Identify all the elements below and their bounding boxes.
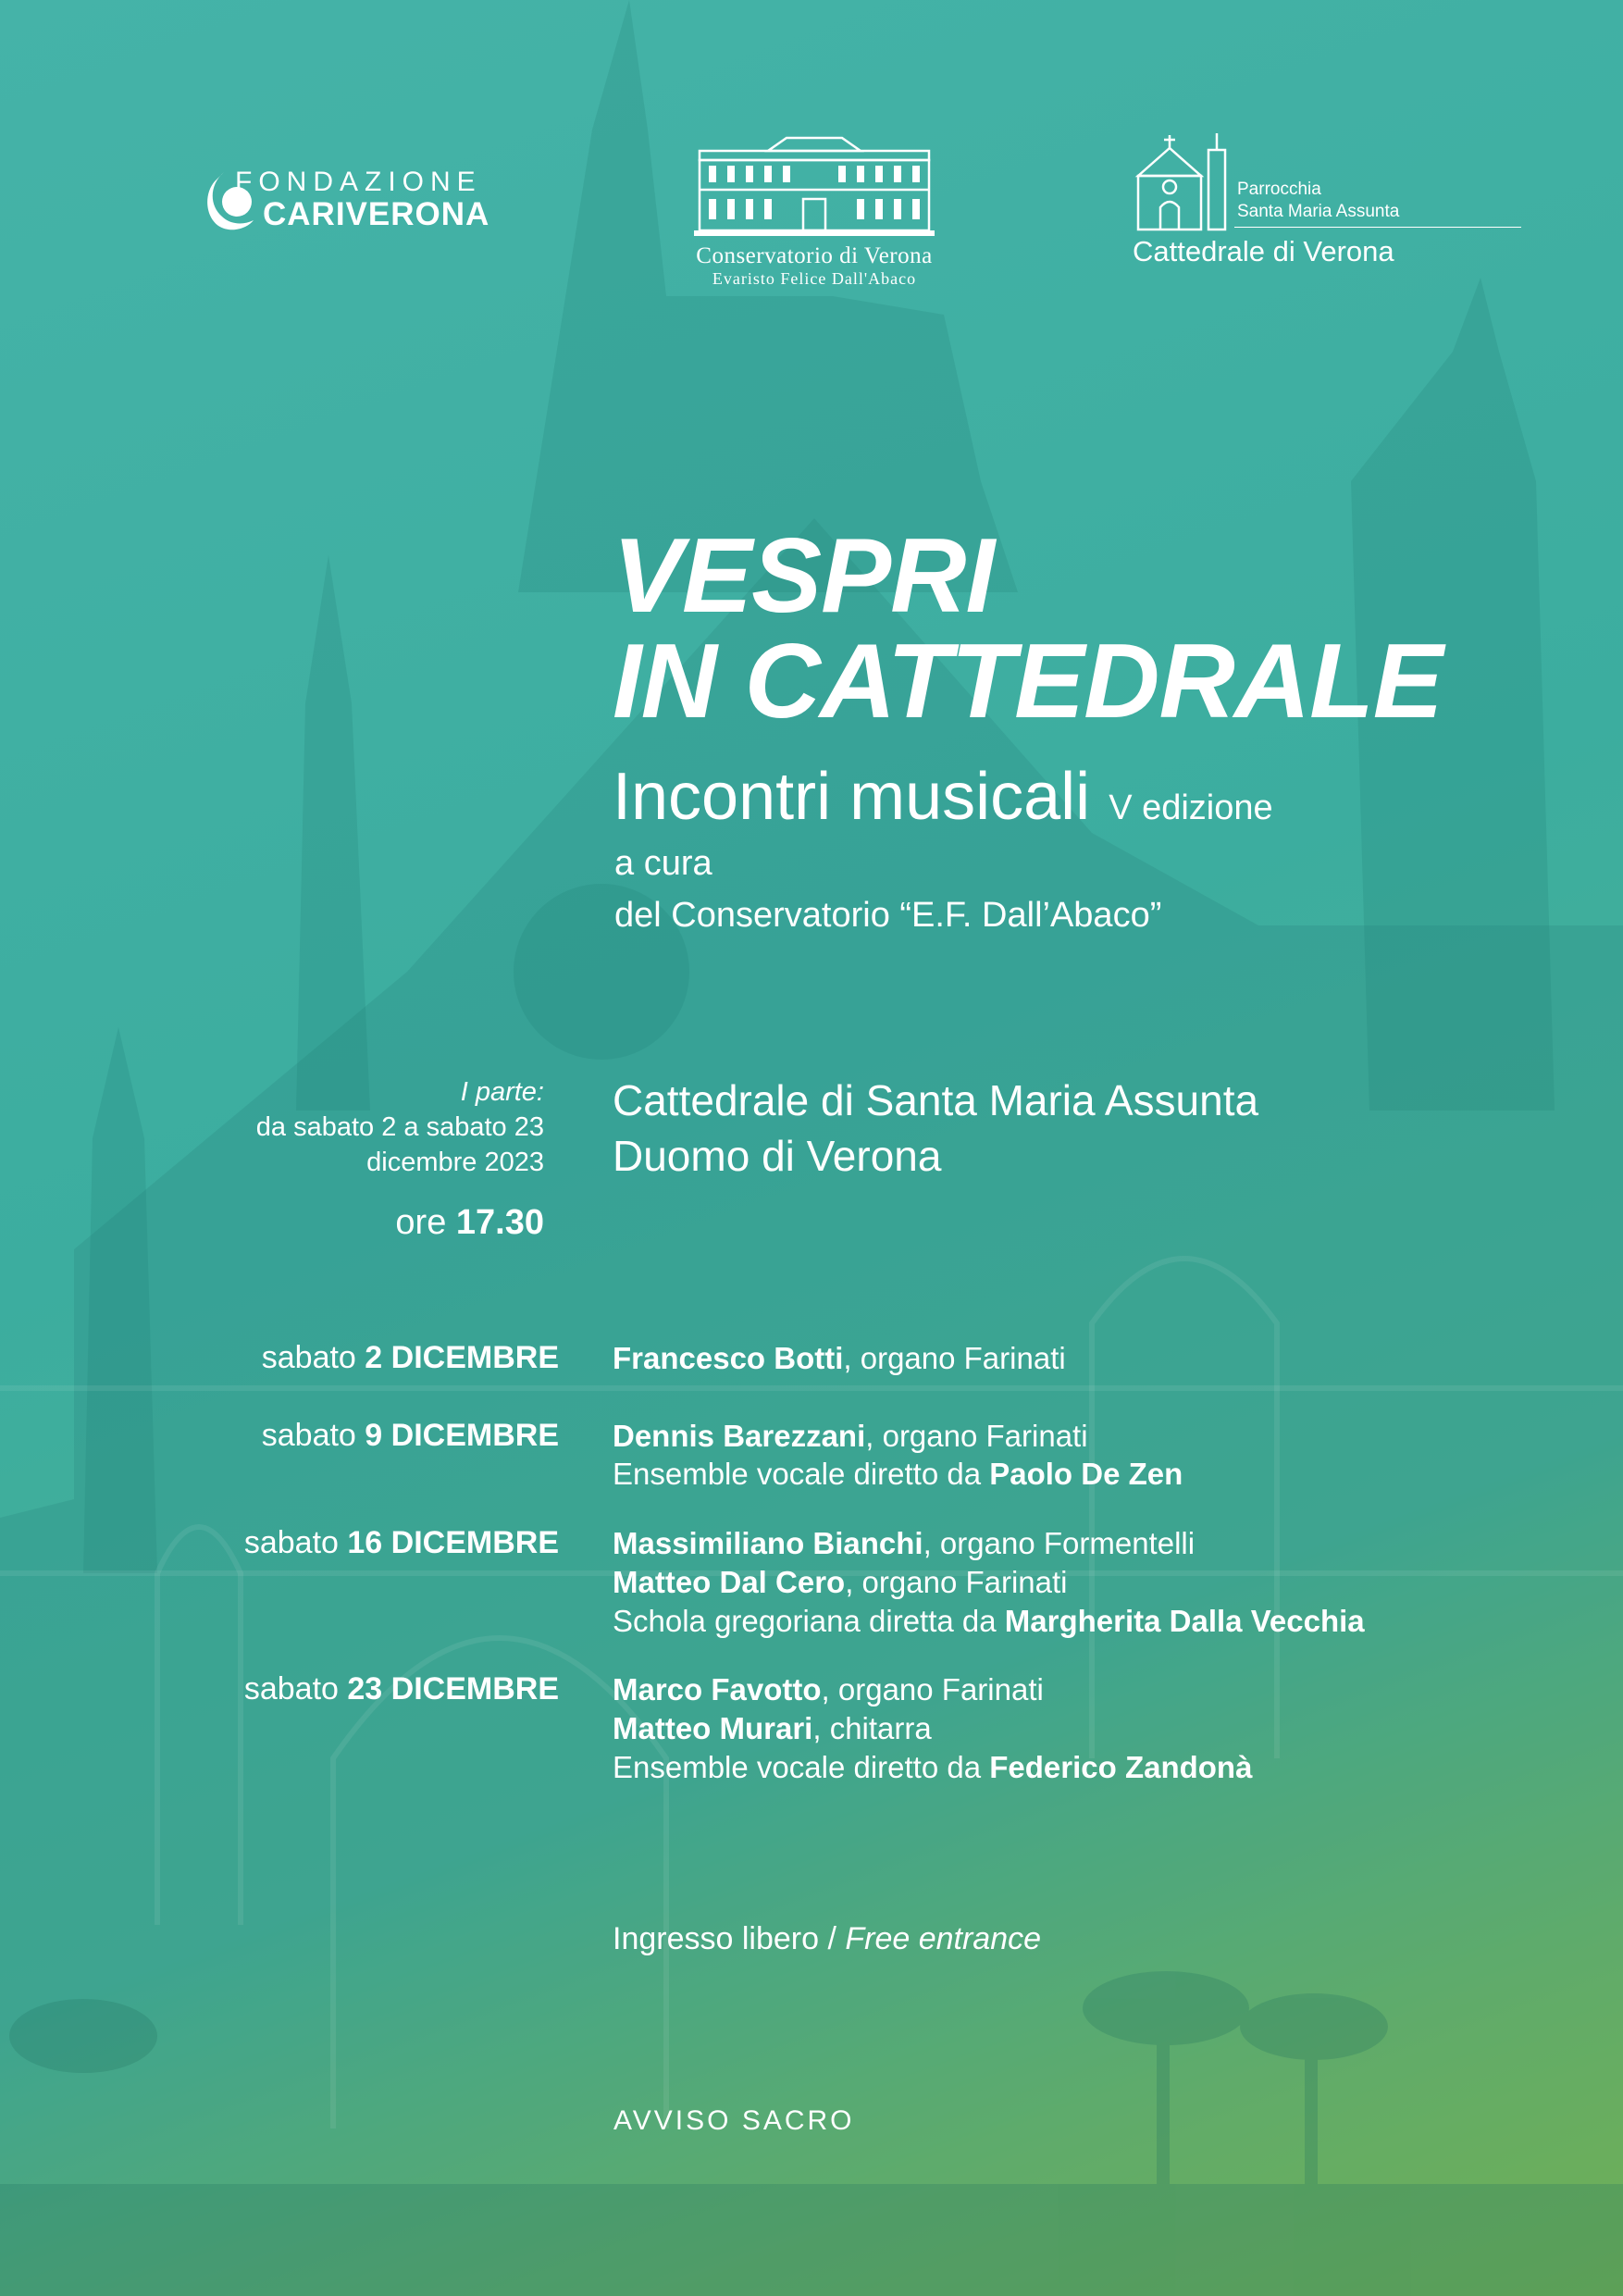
schedule-day: sabato (243, 1525, 339, 1560)
performer-role: , organo Farinati (845, 1565, 1068, 1599)
cattedrale-logo-divider (1234, 227, 1521, 228)
performer-name: Marco Favotto (613, 1672, 822, 1706)
entrance-it: Ingresso libero / (613, 1921, 846, 1956)
performer-role: , chitarra (812, 1711, 932, 1745)
part-label-text: I parte: (460, 1077, 544, 1107)
performer-name: Massimiliano Bianchi (613, 1526, 923, 1560)
performer-role: , organo Formentelli (923, 1526, 1196, 1560)
ensemble-text: Ensemble vocale diretto da (613, 1750, 990, 1784)
performer-name: Matteo Dal Cero (613, 1565, 846, 1599)
performer-role: , organo Farinati (843, 1341, 1066, 1375)
schedule-line (613, 1672, 1044, 1707)
cattedrale-logo-line3: Cattedrale di Verona (1133, 235, 1394, 267)
schedule-line (613, 1341, 1066, 1376)
cattedrale-logo-line1: Parrocchia (1237, 180, 1321, 199)
curated-line1: a cura (614, 844, 712, 883)
schedule-day: sabato (261, 1340, 356, 1375)
schedule-date: 2 DICEMBRE (365, 1340, 559, 1375)
conductor-name: Paolo De Zen (989, 1457, 1183, 1491)
schedule-day: sabato (261, 1418, 356, 1453)
venue-line1: Cattedrale di Santa Maria Assunta (613, 1076, 1259, 1124)
performer-role: , organo Farinati (865, 1419, 1088, 1453)
schedule-line (613, 1419, 1088, 1454)
time-prefix: ore (395, 1203, 447, 1242)
schedule-date-1 (262, 1340, 559, 1376)
part-label (461, 1077, 544, 1108)
edition-label: V edizione (1109, 788, 1273, 827)
entrance-note (613, 1921, 1041, 1957)
schedule-date: 16 DICEMBRE (347, 1525, 559, 1560)
performer-name: Francesco Botti (613, 1341, 844, 1375)
schedule-date-2 (262, 1418, 559, 1454)
part-dates-line2: dicembre 2023 (366, 1148, 544, 1177)
subtitle-main: Incontri musicali (613, 760, 1091, 834)
performer-role: , organo Farinati (821, 1672, 1044, 1706)
schedule-day: sabato (243, 1671, 339, 1706)
schedule-line (613, 1565, 1068, 1600)
conservatorio-logo-line2: Evaristo Felice Dall'Abaco (712, 269, 917, 288)
performer-name: Matteo Murari (613, 1711, 813, 1745)
subtitle (613, 759, 1273, 835)
conservatorio-building-icon (694, 134, 935, 238)
schedule-date: 23 DICEMBRE (347, 1671, 559, 1706)
footer-avviso-sacro: AVVISO SACRO (613, 2105, 855, 2136)
schedule-line (613, 1526, 1195, 1561)
conductor-name: Margherita Dalla Vecchia (1004, 1604, 1365, 1638)
schedule-date-3 (244, 1525, 559, 1561)
fondazione-logo-line1: FONDAZIONE (235, 167, 482, 197)
schedule-line (613, 1604, 1365, 1639)
entrance-en: Free entrance (845, 1921, 1042, 1956)
schedule-line (613, 1750, 1252, 1785)
schedule-date: 9 DICEMBRE (365, 1418, 559, 1453)
performer-name: Dennis Barezzani (613, 1419, 866, 1453)
schedule-date-4 (244, 1671, 559, 1707)
title-line2: IN CATTEDRALE (613, 623, 1443, 740)
time-value: 17.30 (455, 1203, 544, 1242)
fondazione-logo-line2: CARIVERONA (263, 196, 490, 232)
part-dates-line1: da sabato 2 a sabato 23 (255, 1112, 544, 1142)
ensemble-text: Ensemble vocale diretto da (613, 1457, 990, 1491)
concert-time (395, 1203, 544, 1243)
ensemble-text: Schola gregoriana diretta da (613, 1604, 1005, 1638)
title-line1: VESPRI (613, 517, 995, 635)
schedule-line (613, 1711, 932, 1746)
conservatorio-logo (648, 134, 981, 289)
curated-line2: del Conservatorio “E.F. Dall’Abaco” (614, 896, 1162, 935)
cattedrale-logo-line2: Santa Maria Assunta (1237, 202, 1400, 221)
conservatorio-logo-line1: Conservatorio di Verona (696, 243, 933, 268)
venue-line2: Duomo di Verona (613, 1132, 942, 1180)
conductor-name: Federico Zandonà (989, 1750, 1253, 1784)
schedule-line (613, 1457, 1183, 1492)
cathedral-outline-icon (1131, 130, 1234, 233)
